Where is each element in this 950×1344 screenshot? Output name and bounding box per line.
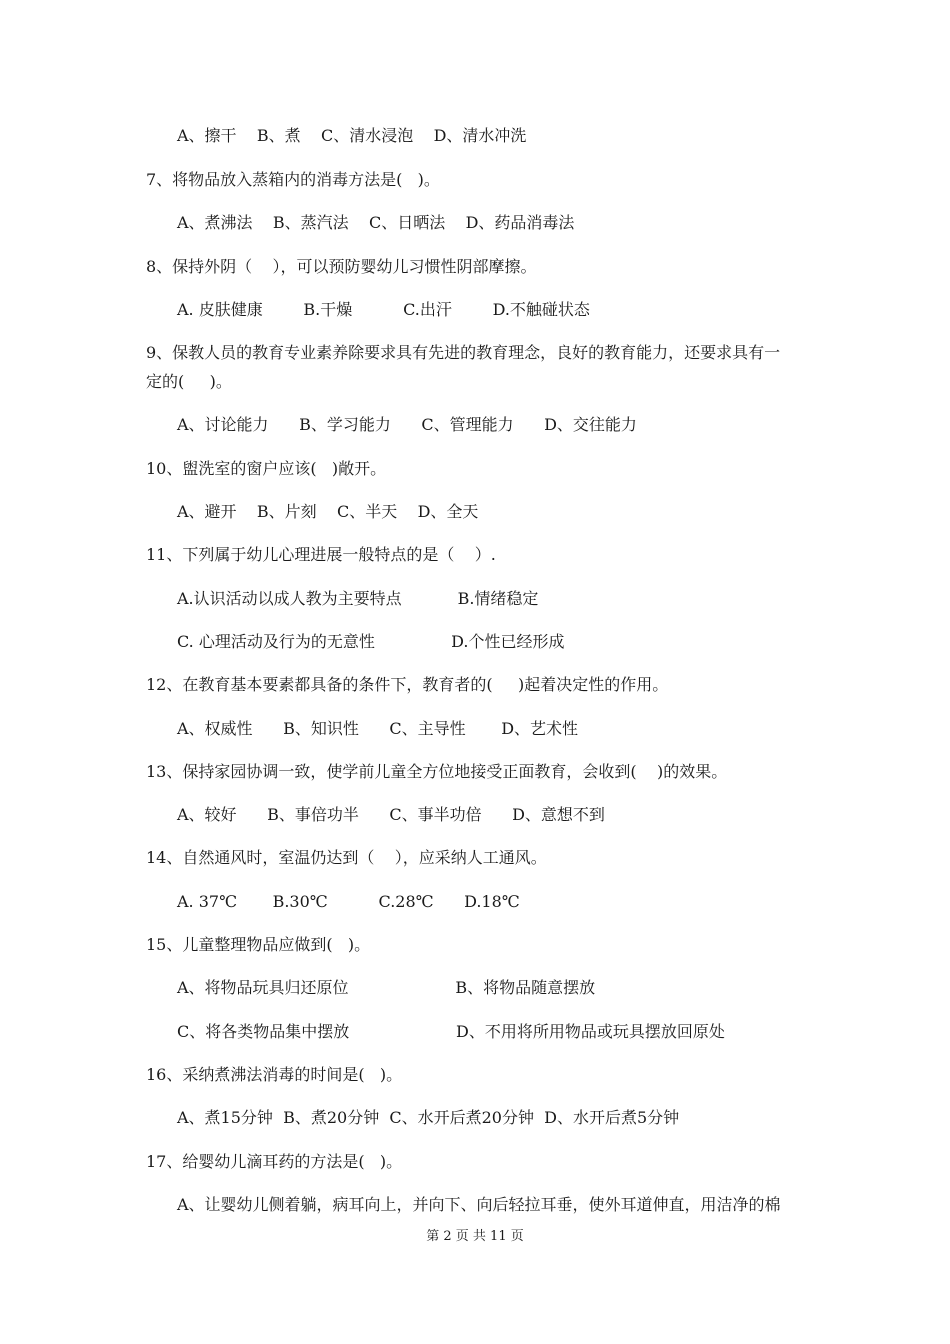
q6-options: A、擦干 B、煮 C、清水浸泡 D、清水冲洗: [177, 126, 527, 145]
q13-options: A、较好 B、事倍功半 C、事半功倍 D、意想不到: [177, 805, 605, 824]
question-9-line-1: 9、保教人员的教育专业素养除要求具有先进的教育理念，良好的教育能力，还要求具有一: [146, 343, 781, 362]
q11-options-row-1: A.认识活动以成人教为主要特点 B.情绪稳定: [177, 589, 539, 608]
question-11: 11、下列属于幼儿心理进展一般特点的是（ ）.: [146, 545, 496, 564]
q9-options: A、讨论能力 B、学习能力 C、管理能力 D、交往能力: [177, 415, 637, 434]
question-12: 12、在教育基本要素都具备的条件下，教育者的( )起着决定性的作用。: [146, 675, 669, 694]
q14-options: A. 37℃ B.30℃ C.28℃ D.18℃: [177, 892, 520, 911]
page-footer: 第 2 页 共 11 页: [426, 1229, 524, 1244]
q8-options: A. 皮肤健康 B.干燥 C.出汗 D.不触碰状态: [177, 300, 590, 319]
q11-options-row-2: C. 心理活动及行为的无意性 D.个性已经形成: [177, 632, 565, 651]
question-16: 16、采纳煮沸法消毒的时间是( )。: [146, 1065, 403, 1084]
question-10: 10、盥洗室的窗户应该( )敞开。: [146, 459, 387, 478]
question-17: 17、给婴幼儿滴耳药的方法是( )。: [146, 1152, 403, 1171]
q16-options: A、煮15分钟 B、煮20分钟 C、水开后煮20分钟 D、水开后煮5分钟: [177, 1108, 680, 1127]
question-14: 14、自然通风时，室温仍达到（ ），应采纳人工通风。: [146, 848, 547, 867]
question-15: 15、儿童整理物品应做到( )。: [146, 935, 371, 954]
q17-option-a: A、让婴幼儿侧着躺，病耳向上，并向下、向后轻拉耳垂，使外耳道伸直，用洁净的棉: [177, 1195, 781, 1214]
question-13: 13、保持家园协调一致，使学前儿童全方位地接受正面教育，会收到( )的效果。: [146, 762, 728, 781]
question-7: 7、将物品放入蒸箱内的消毒方法是( )。: [146, 170, 440, 189]
q12-options: A、权威性 B、知识性 C、主导性 D、艺术性: [177, 719, 579, 738]
question-9-line-2: 定的( )。: [146, 372, 232, 391]
question-8: 8、保持外阴（ ），可以预防婴幼儿习惯性阴部摩擦。: [146, 257, 537, 276]
q15-options-row-1: A、将物品玩具归还原位 B、将物品随意摆放: [177, 978, 596, 997]
q7-options: A、煮沸法 B、蒸汽法 C、日晒法 D、药品消毒法: [177, 213, 575, 232]
q10-options: A、避开 B、片刻 C、半天 D、全天: [177, 502, 479, 521]
q15-options-row-2: C、将各类物品集中摆放 D、不用将所用物品或玩具摆放回原处: [177, 1022, 725, 1041]
